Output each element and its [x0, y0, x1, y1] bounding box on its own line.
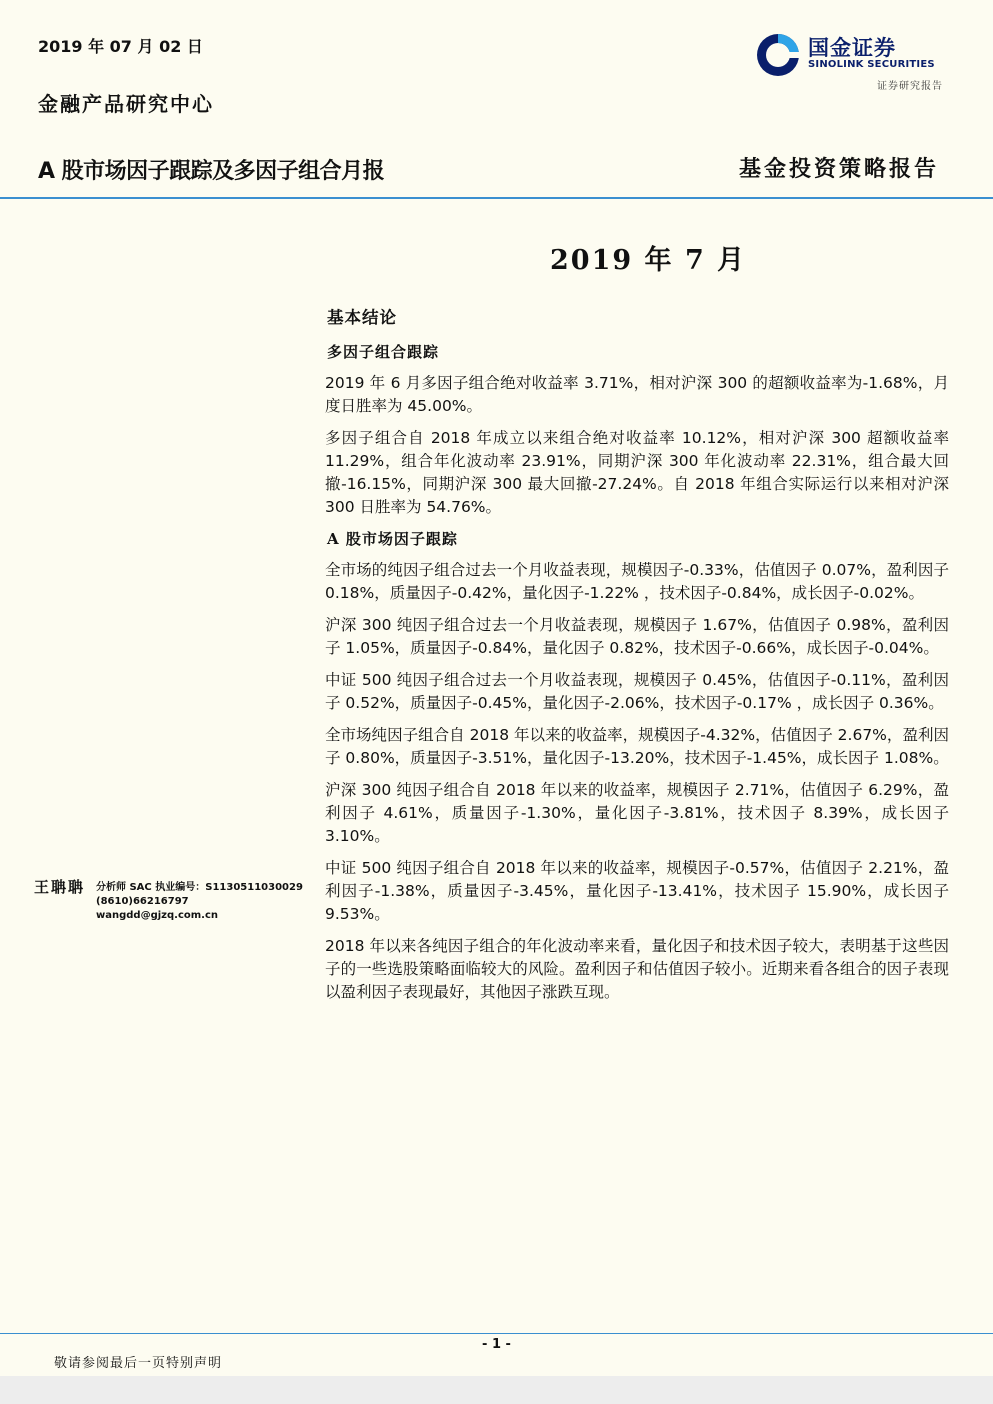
author-name: 王聃聃 [34, 878, 86, 896]
paragraph: 中证 500 纯因子组合自 2018 年以来的收益率，规模因子-0.57%，估值因子 2.21%，盈利因子-1.38%，质量因子-3.45%，量化因子-13.41%，技术因子 15.90%，成长因子 9.53%。 [325, 859, 949, 923]
research-center: 金融产品研究中心 [38, 92, 214, 116]
bottom-band [0, 1376, 993, 1404]
subheading-a-share: A 股市场因子跟踪 [327, 530, 458, 548]
paragraph: 全市场的纯因子组合过去一个月收益表现，规模因子-0.33%，估值因子 0.07%，盈利因子 0.18%，质量因子-0.42%，量化因子-1.22% ，技术因子-0.84%，成长因子-0.02%。 [325, 561, 949, 602]
sinolink-logo-icon [755, 32, 801, 78]
main-content [325, 306, 949, 1013]
author-email[interactable]: wangdd@gjzq.com.cn [96, 910, 219, 921]
logo-name-cn: 国金证券 [808, 36, 896, 60]
paragraph: 中证 500 纯因子组合过去一个月收益表现，规模因子 0.45%，估值因子-0.11%，盈利因子 0.52%，质量因子-0.45%，量化因子-2.06%，技术因子-0.17% ，成长因子 0.36%。 [325, 671, 949, 712]
disclaimer-note: 敬请参阅最后一页特别声明 [54, 1356, 223, 1371]
paragraph: 多因子组合自 2018 年成立以来组合绝对收益率 10.12%，相对沪深 300 超额收益率 11.29%，组合年化波动率 23.91%，同期沪深 300 年化波动率 22.31%，组合最大回撤-16.15%，同期沪深 300 最大回撤-27.24%。自 2018 年组合实际运行以来相对沪深 300 日胜率为 54.76%。 [325, 429, 949, 516]
report-title: A 股市场因子跟踪及多因子组合月报 [38, 159, 385, 184]
report-month: 2019 年 7 月 [550, 245, 747, 276]
subheading-multi-factor: 多因子组合跟踪 [327, 343, 440, 361]
paragraph: 沪深 300 纯因子组合过去一个月收益表现，规模因子 1.67%，估值因子 0.98%，盈利因子 1.05%，质量因子-0.84%，量化因子 0.82%，技术因子-0.66%，成长因子-0.04%。 [325, 616, 949, 657]
logo-name-en: SINOLINK SECURITIES [808, 59, 935, 70]
paragraph: 2019 年 6 月多因子组合绝对收益率 3.71%，相对沪深 300 的超额收益率为-1.68%，月度日胜率为 45.00%。 [325, 374, 949, 415]
report-type: 基金投资策略报告 [738, 156, 939, 182]
analyst-license: 分析师 SAC 执业编号：S1130511030029 [96, 882, 303, 893]
author-phone: (8610)66216797 [96, 896, 189, 907]
header-divider [0, 197, 993, 199]
paragraph: 2018 年以来各纯因子组合的年化波动率来看，量化因子和技术因子较大，表明基于这些因子的一些选股策略面临较大的风险。盈利因子和估值因子较小。近期来看各组合的因子表现以盈利因子表现最好，其他因子涨跌互现。 [325, 937, 949, 1001]
author-info [96, 881, 303, 923]
report-date: 2019 年 07 月 02 日 [38, 37, 203, 56]
logo-subtitle: 证券研究报告 [877, 81, 943, 92]
footer-divider [0, 1333, 993, 1334]
paragraph: 全市场纯因子组合自 2018 年以来的收益率，规模因子-4.32%，估值因子 2.67%，盈利因子 0.80%，质量因子-3.51%，量化因子-13.20%，技术因子-1.45%，成长因子 1.08%。 [325, 726, 949, 767]
page-number: - 1 - [482, 1337, 511, 1352]
paragraph: 沪深 300 纯因子组合自 2018 年以来的收益率，规模因子 2.71%，估值因子 6.29%，盈利因子 4.61%，质量因子-1.30%，量化因子-3.81%，技术因子 8.39%，成长因子 3.10%。 [325, 781, 949, 845]
section-heading-conclusion: 基本结论 [327, 308, 397, 327]
